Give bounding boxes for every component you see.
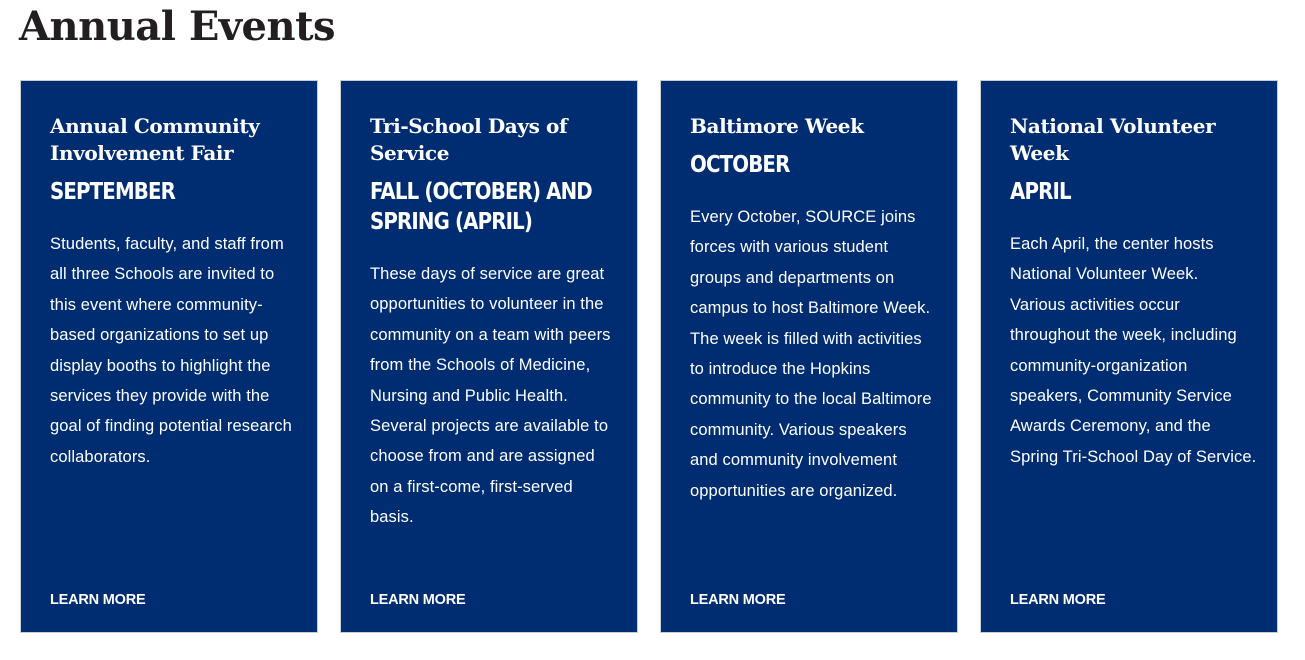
learn-more-link[interactable]: LEARN MORE [690,592,786,608]
learn-more-link[interactable]: LEARN MORE [50,592,146,608]
event-card-date: FALL (OCTOBER) AND SPRING (APRIL) [370,179,592,235]
learn-more-link[interactable]: LEARN MORE [370,592,466,608]
event-card-tri-school-days [340,80,638,633]
event-card-title: Annual Community Involvement Fair [50,114,260,165]
event-card-date: SEPTEMBER [50,179,176,205]
event-card-title: Baltimore Week [690,114,864,138]
event-card-date: APRIL [1010,179,1071,205]
event-card-description: Students, faculty, and staff from all three Schools are invited to this event where community-based organizations to set up display booths to highlight the services they provide with the goal of finding potential research collaborators. [50,235,292,466]
events-card-list [20,80,1278,633]
event-card-description: Each April, the center hosts National Volunteer Week. Various activities occur throughout the week, including community-organization speakers, Community Service Awards Ceremony, and the Spring Tri-School Day of Service. [1010,235,1257,466]
event-card-volunteer-week [980,80,1278,633]
event-card-community-fair [20,80,318,633]
page-title: Annual Events [19,3,336,50]
event-card-date: OCTOBER [690,152,790,178]
event-card-description: These days of service are great opportunities to volunteer in the community on a team with peers from the Schools of Medicine, Nursing and Public Health. Several projects are available to choose from and are assigned on a first-come, first-served basis. [370,265,611,527]
event-card-baltimore-week [660,80,958,633]
event-card-title: National Volunteer Week [1010,114,1216,165]
learn-more-link[interactable]: LEARN MORE [1010,592,1106,608]
event-card-description: Every October, SOURCE joins forces with various student groups and departments on campus to host Baltimore Week. The week is filled with activities to introduce the Hopkins community to the local Baltimore community. Various speakers and community involvement opportunities are organized. [690,208,932,500]
event-card-title: Tri-School Days of Service [370,114,568,165]
